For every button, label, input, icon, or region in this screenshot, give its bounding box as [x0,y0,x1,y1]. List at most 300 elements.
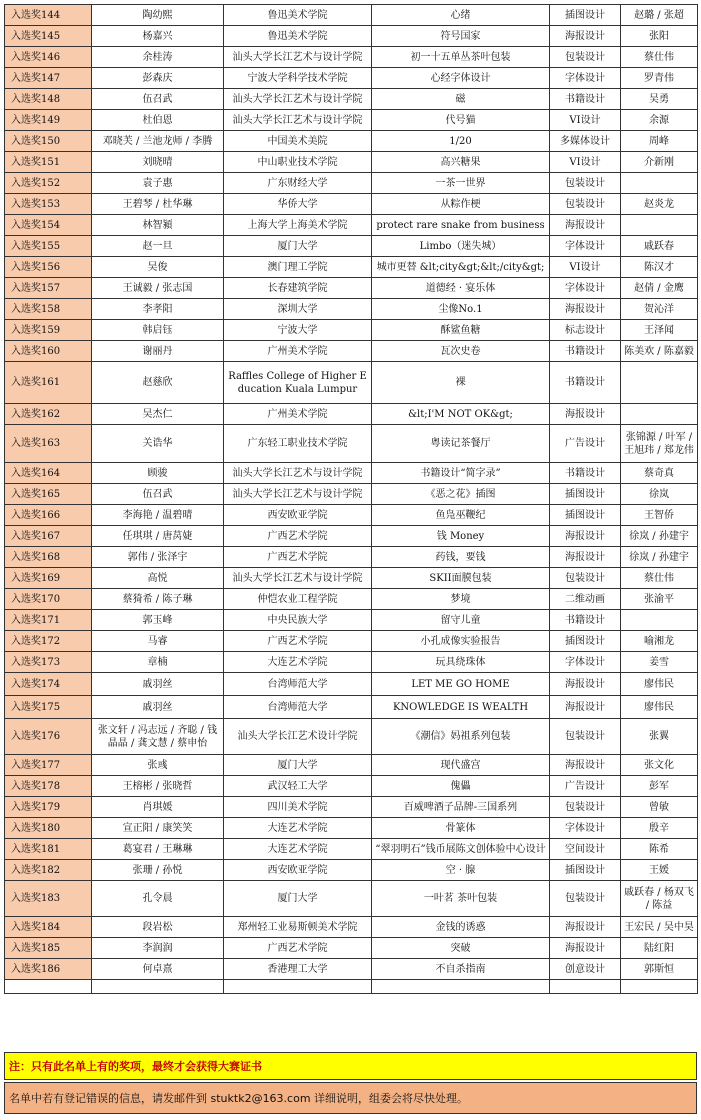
work-title-cell: Limbo（迷失城） [372,236,550,257]
entry-id-cell: 入选奖180 [5,818,92,839]
category-cell: 海报设计 [550,917,621,938]
author-cell: 余桂涛 [92,47,224,68]
school-cell: 大连艺术学院 [224,839,372,860]
advisor-cell: 廖伟民 [621,673,698,696]
author-cell: 关诰华 [92,425,224,463]
school-cell: 广西艺术学院 [224,547,372,568]
table-row [5,696,698,719]
school-cell: 汕头大学长江艺术与设计学院 [224,568,372,589]
advisor-cell: 喻湘龙 [621,631,698,652]
table-row [5,673,698,696]
category-cell: VI设计 [550,110,621,131]
table-row [5,215,698,236]
category-cell: 字体设计 [550,652,621,673]
advisor-cell: 王媛 [621,860,698,881]
work-title-cell: 符号国家 [372,26,550,47]
table-row [5,5,698,26]
entry-id-cell: 入选奖147 [5,68,92,89]
work-title-cell: 心经字体设计 [372,68,550,89]
advisor-cell: 吴勇 [621,89,698,110]
author-cell: 郭伟 / 张泽宇 [92,547,224,568]
table-row [5,776,698,797]
table-row [5,320,698,341]
category-cell: 海报设计 [550,299,621,320]
advisor-cell: 王泽闻 [621,320,698,341]
work-title-cell: 粤读记茶餐厅 [372,425,550,463]
category-cell: 插图设计 [550,631,621,652]
entry-id-cell: 入选奖146 [5,47,92,68]
advisor-cell: 徐岚 / 孙建宇 [621,547,698,568]
advisor-cell [621,215,698,236]
advisor-cell: 陈美欢 / 陈嘉毅 [621,341,698,362]
advisor-cell: 罗青伟 [621,68,698,89]
entry-id-cell: 入选奖173 [5,652,92,673]
work-title-cell: 不自杀指南 [372,959,550,980]
blank-cell [92,980,224,994]
author-cell: 陶幼熙 [92,5,224,26]
work-title-cell: 小孔成像实验报告 [372,631,550,652]
table-row [5,610,698,631]
advisor-cell [621,173,698,194]
school-cell: 汕头大学长江艺术与设计学院 [224,463,372,484]
school-cell: 中央民族大学 [224,610,372,631]
work-title-cell: 骨篆体 [372,818,550,839]
advisor-cell: 陈希 [621,839,698,860]
work-title-cell: 磁 [372,89,550,110]
school-cell: 厦门大学 [224,755,372,776]
entry-id-cell: 入选奖154 [5,215,92,236]
entry-id-cell: 入选奖149 [5,110,92,131]
work-title-cell: 从粽作梗 [372,194,550,215]
work-title-cell: 突破 [372,938,550,959]
category-cell: 创意设计 [550,959,621,980]
entry-id-cell: 入选奖152 [5,173,92,194]
entry-id-cell: 入选奖160 [5,341,92,362]
school-cell: 广东轻工职业技术学院 [224,425,372,463]
category-cell: 包装设计 [550,47,621,68]
table-row [5,131,698,152]
table-row [5,425,698,463]
category-cell: 包装设计 [550,719,621,755]
school-cell: 宁波大学 [224,320,372,341]
entry-id-cell: 入选奖179 [5,797,92,818]
advisor-cell: 戚跃春 [621,236,698,257]
entry-id-cell: 入选奖172 [5,631,92,652]
entry-id-cell: 入选奖165 [5,484,92,505]
category-cell: 字体设计 [550,68,621,89]
blank-cell [5,980,92,994]
work-title-cell: 裸 [372,362,550,404]
advisor-cell: 彭军 [621,776,698,797]
table-row [5,839,698,860]
author-cell: 肖琪媛 [92,797,224,818]
school-cell: 武汉轻工大学 [224,776,372,797]
advisor-cell: 赵炎龙 [621,194,698,215]
work-title-cell: 一茶一世界 [372,173,550,194]
table-row [5,299,698,320]
author-cell: 伍召武 [92,89,224,110]
category-cell: VI设计 [550,152,621,173]
advisor-cell: 廖伟民 [621,696,698,719]
entry-id-cell: 入选奖168 [5,547,92,568]
advisor-cell: 王宏民 / 吴中昊 [621,917,698,938]
category-cell: 空间设计 [550,839,621,860]
author-cell: 李润润 [92,938,224,959]
table-row [5,68,698,89]
author-cell: 袁子惠 [92,173,224,194]
work-title-cell: 空 · 腺 [372,860,550,881]
author-cell: 彭森庆 [92,68,224,89]
table-row [5,47,698,68]
work-title-cell: 尘像No.1 [372,299,550,320]
school-cell: 中国美术美院 [224,131,372,152]
author-cell: 邓晓芙 / 兰池龙师 / 李腾 [92,131,224,152]
category-cell: 书籍设计 [550,89,621,110]
school-cell: 厦门大学 [224,236,372,257]
entry-id-cell: 入选奖156 [5,257,92,278]
table-row [5,236,698,257]
author-cell: 杜伯恩 [92,110,224,131]
school-cell: 汕头大学长江艺术与设计学院 [224,110,372,131]
category-cell: 字体设计 [550,278,621,299]
entry-id-cell: 入选奖185 [5,938,92,959]
table-row [5,463,698,484]
author-cell: 伍召武 [92,484,224,505]
advisor-cell: 王智侨 [621,505,698,526]
work-title-cell: 一叶茗 茶叶包装 [372,881,550,917]
table-row [5,89,698,110]
school-cell: 厦门大学 [224,881,372,917]
work-title-cell: 初一十五单丛茶叶包装 [372,47,550,68]
work-title-cell: 玩具绕珠体 [372,652,550,673]
school-cell: 台湾师范大学 [224,673,372,696]
advisor-cell [621,610,698,631]
entry-id-cell: 入选奖175 [5,696,92,719]
author-cell: 林智潁 [92,215,224,236]
author-cell: 顾骏 [92,463,224,484]
author-cell: 高悦 [92,568,224,589]
entry-id-cell: 入选奖158 [5,299,92,320]
author-cell: 刘晓晴 [92,152,224,173]
work-title-cell: 梦境 [372,589,550,610]
category-cell: 海报设计 [550,696,621,719]
category-cell: 书籍设计 [550,463,621,484]
school-cell: 鲁迅美术学院 [224,26,372,47]
author-cell: 张珊 / 孙悦 [92,860,224,881]
blank-cell [621,980,698,994]
school-cell: 鲁迅美术学院 [224,5,372,26]
school-cell: 台湾师范大学 [224,696,372,719]
table-row [5,589,698,610]
entry-id-cell: 入选奖155 [5,236,92,257]
advisor-cell: 张文化 [621,755,698,776]
work-title-cell: SKII面膜包装 [372,568,550,589]
entry-id-cell: 入选奖176 [5,719,92,755]
certificate-note: 注：只有此名单上有的奖项，最终才会获得大赛证书 [4,1052,697,1080]
category-cell: 插图设计 [550,5,621,26]
school-cell: 广东财经大学 [224,173,372,194]
work-title-cell: &lt;I'M NOT OK&gt; [372,404,550,425]
table-row [5,719,698,755]
advisor-cell: 姜雪 [621,652,698,673]
category-cell: 包装设计 [550,797,621,818]
author-cell: 何卓熹 [92,959,224,980]
entry-id-cell: 入选奖170 [5,589,92,610]
school-cell: 汕头大学长江艺术设计学院 [224,719,372,755]
entry-id-cell: 入选奖151 [5,152,92,173]
table-row [5,547,698,568]
category-cell: 插图设计 [550,860,621,881]
author-cell: 马睿 [92,631,224,652]
author-cell: 王诚毅 / 张志国 [92,278,224,299]
category-cell: 广告设计 [550,776,621,797]
category-cell: 插图设计 [550,505,621,526]
entry-id-cell: 入选奖157 [5,278,92,299]
entry-id-cell: 入选奖161 [5,362,92,404]
category-cell: 包装设计 [550,173,621,194]
category-cell: 书籍设计 [550,341,621,362]
work-title-cell: 道德经 · 宴乐体 [372,278,550,299]
advisor-cell: 蔡仕伟 [621,568,698,589]
work-title-cell: 傀儡 [372,776,550,797]
table-row [5,917,698,938]
entry-id-cell: 入选奖159 [5,320,92,341]
author-cell: 戚羽丝 [92,696,224,719]
category-cell: 包装设计 [550,194,621,215]
advisor-cell: 徐岚 [621,484,698,505]
entry-id-cell: 入选奖169 [5,568,92,589]
work-title-cell: 现代盛宫 [372,755,550,776]
entry-id-cell: 入选奖166 [5,505,92,526]
category-cell: 书籍设计 [550,610,621,631]
author-cell: 韩启钰 [92,320,224,341]
table-row [5,797,698,818]
table-row [5,959,698,980]
advisor-cell: 赵倩 / 金鹰 [621,278,698,299]
advisor-cell: 周峰 [621,131,698,152]
table-row [5,362,698,404]
work-title-cell: 高兴糖果 [372,152,550,173]
table-row [5,278,698,299]
school-cell: 西安欧亚学院 [224,860,372,881]
advisor-cell [621,404,698,425]
advisor-cell: 张锦源 / 叶军 / 王旭玮 / 郑龙伟 [621,425,698,463]
table-row [5,631,698,652]
school-cell: 广西艺术学院 [224,526,372,547]
advisor-cell: 余源 [621,110,698,131]
advisor-cell: 戚跃春 / 杨双飞 / 陈益 [621,881,698,917]
author-cell: 吴俊 [92,257,224,278]
author-cell: 段岩松 [92,917,224,938]
author-cell: 王碧琴 / 杜华琳 [92,194,224,215]
table-row [5,404,698,425]
advisor-cell: 张渝平 [621,589,698,610]
work-title-cell: 瓦次史卷 [372,341,550,362]
entry-id-cell: 入选奖184 [5,917,92,938]
advisor-cell: 曾敏 [621,797,698,818]
table-row [5,755,698,776]
author-cell: 葛宴君 / 王琳琳 [92,839,224,860]
work-title-cell: 百威啤酒子品牌-三国系列 [372,797,550,818]
school-cell: 华侨大学 [224,194,372,215]
category-cell: 多媒体设计 [550,131,621,152]
entry-id-cell: 入选奖153 [5,194,92,215]
author-cell: 谢丽丹 [92,341,224,362]
entry-id-cell: 入选奖167 [5,526,92,547]
entry-id-cell: 入选奖145 [5,26,92,47]
work-title-cell: 书籍设计“简字录” [372,463,550,484]
entry-id-cell: 入选奖163 [5,425,92,463]
author-cell: 戚羽丝 [92,673,224,696]
category-cell: 字体设计 [550,236,621,257]
table-row [5,257,698,278]
table-row [5,652,698,673]
award-table [4,4,698,994]
author-cell: 杨嘉兴 [92,26,224,47]
entry-id-cell: 入选奖148 [5,89,92,110]
category-cell: 包装设计 [550,568,621,589]
table-row [5,194,698,215]
work-title-cell: KNOWLEDGE IS WEALTH [372,696,550,719]
school-cell: 西安欧亚学院 [224,505,372,526]
school-cell: 广州美术学院 [224,404,372,425]
table-row [5,173,698,194]
author-cell: 赵一旦 [92,236,224,257]
school-cell: 四川美术学院 [224,797,372,818]
category-cell: VI设计 [550,257,621,278]
blank-cell [224,980,372,994]
category-cell: 二维动画 [550,589,621,610]
category-cell: 海报设计 [550,755,621,776]
school-cell: Raffles College of Higher Education Kuala Lumpur [224,362,372,404]
table-row [5,818,698,839]
school-cell: 长春建筑学院 [224,278,372,299]
work-title-cell: 代号猫 [372,110,550,131]
school-cell: 中山职业技术学院 [224,152,372,173]
school-cell: 深圳大学 [224,299,372,320]
work-title-cell: 酥鲨鱼糖 [372,320,550,341]
work-title-cell: LET ME GO HOME [372,673,550,696]
work-title-cell: 心绪 [372,5,550,26]
category-cell: 海报设计 [550,26,621,47]
author-cell: 李海艳 / 温碧晴 [92,505,224,526]
table-row [5,938,698,959]
school-cell: 广西艺术学院 [224,631,372,652]
advisor-cell: 蔡仕伟 [621,47,698,68]
school-cell: 广西艺术学院 [224,938,372,959]
category-cell: 海报设计 [550,547,621,568]
author-cell: 宣正阳 / 康笑笑 [92,818,224,839]
advisor-cell: 陆红阳 [621,938,698,959]
table-row [5,568,698,589]
blank-cell [372,980,550,994]
correction-note: 名单中若有登记错误的信息，请发邮件到 stuktk2@163.com 详细说明，组委会将尽快处理。 [4,1082,697,1114]
category-cell: 海报设计 [550,215,621,236]
table-row [5,526,698,547]
author-cell: 孔令晨 [92,881,224,917]
author-cell: 任琪琪 / 唐莴婕 [92,526,224,547]
advisor-cell: 郭斯恒 [621,959,698,980]
advisor-cell [621,362,698,404]
table-row [5,881,698,917]
work-title-cell: 《潮信》妈祖系列包装 [372,719,550,755]
entry-id-cell: 入选奖162 [5,404,92,425]
school-cell: 汕头大学长江艺术与设计学院 [224,47,372,68]
category-cell: 广告设计 [550,425,621,463]
category-cell: 海报设计 [550,404,621,425]
advisor-cell: 张阳 [621,26,698,47]
author-cell: 吴杰仁 [92,404,224,425]
category-cell: 字体设计 [550,818,621,839]
author-cell: 郭玉峰 [92,610,224,631]
school-cell: 汕头大学长江艺术与设计学院 [224,89,372,110]
category-cell: 海报设计 [550,673,621,696]
advisor-cell: 介新刚 [621,152,698,173]
school-cell: 澳门理工学院 [224,257,372,278]
table-row [5,26,698,47]
advisor-cell: 赵璐 / 张超 [621,5,698,26]
school-cell: 广州美术学院 [224,341,372,362]
advisor-cell: 陈汉才 [621,257,698,278]
table-row [5,484,698,505]
category-cell: 插图设计 [550,484,621,505]
entry-id-cell: 入选奖144 [5,5,92,26]
advisor-cell: 贺沁洋 [621,299,698,320]
entry-id-cell: 入选奖150 [5,131,92,152]
work-title-cell: 1/20 [372,131,550,152]
work-title-cell: “翠羽明石”钱币展陈文创体验中心设计 [372,839,550,860]
category-cell: 书籍设计 [550,362,621,404]
entry-id-cell: 入选奖174 [5,673,92,696]
table-row [5,152,698,173]
category-cell: 海报设计 [550,938,621,959]
table-row [5,110,698,131]
school-cell: 汕头大学长江艺术与设计学院 [224,484,372,505]
school-cell: 宁波大学科学技术学院 [224,68,372,89]
table-row [5,860,698,881]
author-cell: 张文轩 / 冯志远 / 齐聪 / 钱晶晶 / 龚文慧 / 蔡申怡 [92,719,224,755]
category-cell: 海报设计 [550,526,621,547]
work-title-cell: 鱼凫巫鞭纪 [372,505,550,526]
work-title-cell: 钱 Money [372,526,550,547]
award-table-body [5,5,698,994]
school-cell: 上海大学上海美术学院 [224,215,372,236]
work-title-cell: 金钱的诱惑 [372,917,550,938]
school-cell: 大连艺术学院 [224,652,372,673]
school-cell: 郑州轻工业易斯顿美术学院 [224,917,372,938]
entry-id-cell: 入选奖183 [5,881,92,917]
blank-row [5,980,698,994]
advisor-cell: 徐岚 / 孙建宇 [621,526,698,547]
author-cell: 章楠 [92,652,224,673]
entry-id-cell: 入选奖186 [5,959,92,980]
author-cell: 李孝阳 [92,299,224,320]
school-cell: 仲恺农业工程学院 [224,589,372,610]
category-cell: 包装设计 [550,881,621,917]
school-cell: 大连艺术学院 [224,818,372,839]
table-row [5,341,698,362]
work-title-cell: 城市更替 &lt;city&gt;&lt;/city&gt; [372,257,550,278]
entry-id-cell: 入选奖171 [5,610,92,631]
author-cell: 张彧 [92,755,224,776]
advisor-cell: 殷辛 [621,818,698,839]
entry-id-cell: 入选奖181 [5,839,92,860]
school-cell: 香港理工大学 [224,959,372,980]
work-title-cell: 药钱，要钱 [372,547,550,568]
advisor-cell: 蔡奇真 [621,463,698,484]
work-title-cell: 留守儿童 [372,610,550,631]
author-cell: 赵慈欣 [92,362,224,404]
